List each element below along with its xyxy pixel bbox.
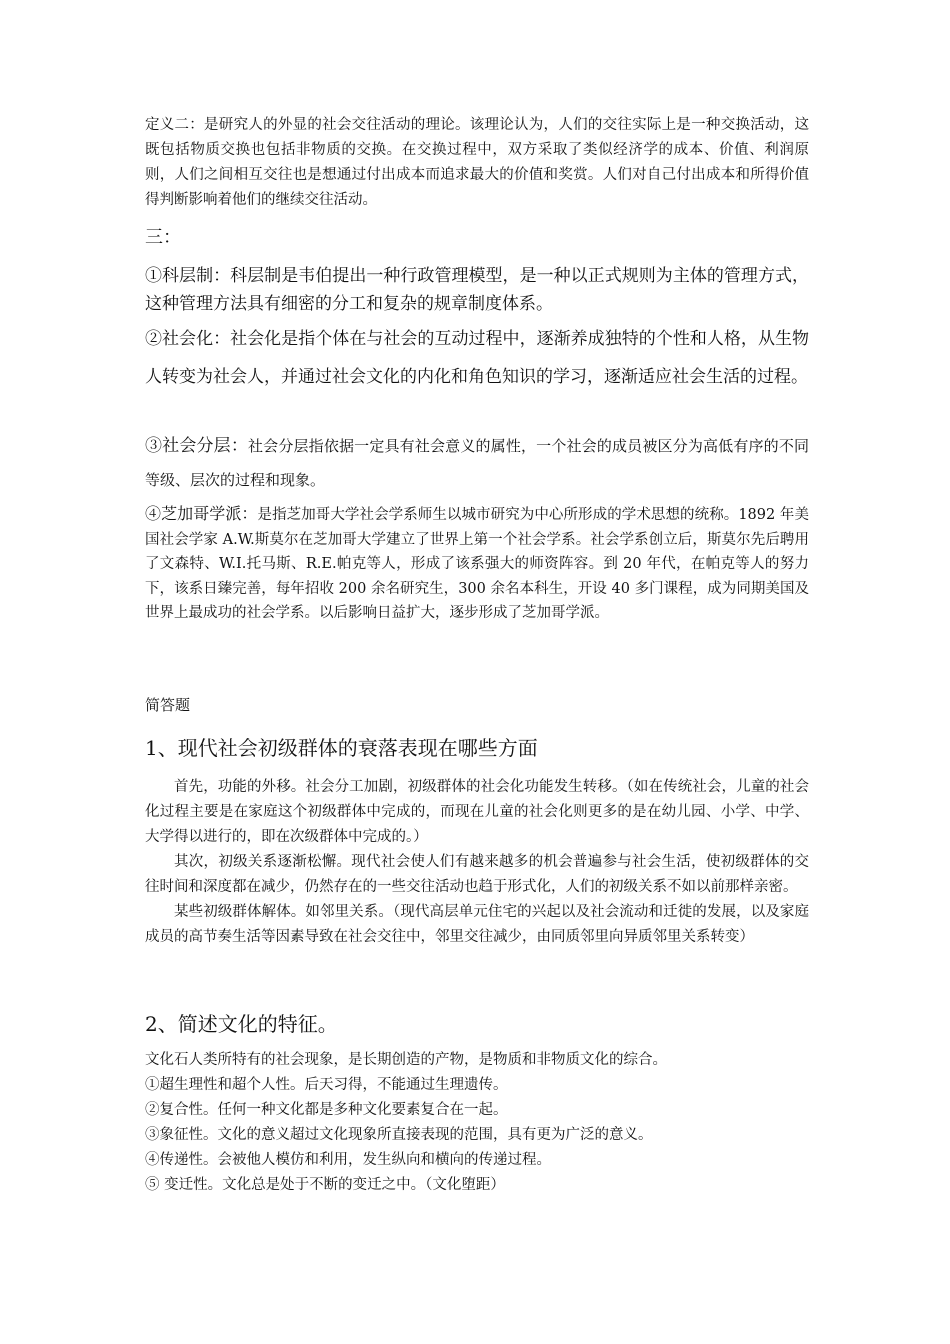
- term-chicago-school-body: 是指芝加哥大学社会学系师生以城市研究为中心所形成的学术思想的统称。1892 年美国社会学家 A.W.斯莫尔在芝加哥大学建立了世界上第一个社会学系。社会学系创立后，斯莫尔先后聘用了文森特、W.I.托马斯、R.E.帕克等人，形成了该系强大的师资阵容。到 20 年代，在帕克等人的努力下，该系日臻完善，每年招收 200 余名研究生，300 余名本科生，开设 40 多门课程，成为同期美国及世界上最成功的社会学系。以后影响日益扩大，逐步形成了芝加哥学派。: [145, 507, 809, 621]
- answer-line: ②复合性。任何一种文化都是多种文化要素复合在一起。: [145, 1102, 508, 1118]
- answer-line: ⑤ 变迁性。文化总是处于不断的变迁之中。（文化堕距）: [145, 1177, 505, 1193]
- short-answer-heading: 简答题: [145, 696, 191, 714]
- answer-paragraph: 首先，功能的外移。社会分工加剧，初级群体的社会化功能发生转移。（如在传统社会，儿童的社会化过程主要是在家庭这个初级群体中完成的，而现在儿童的社会化则更多的是在幼儿园、小学、中学、大学得以进行的，即在次级群体中完成的。）: [145, 779, 809, 845]
- term-social-stratification-head: ③社会分层：: [145, 436, 248, 456]
- question-one-title: 1、现代社会初级群体的衰落表现在哪些方面: [145, 736, 538, 760]
- answer-paragraph: 某些初级群体解体。如邻里关系。（现代高层单元住宅的兴起以及社会流动和迁徙的发展，以及家庭成员的高节奏生活等因素导致在社会交往中，邻里交往减少，由同质邻里向异质邻里关系转变）: [145, 904, 809, 945]
- question-two-answer: [145, 1048, 809, 1198]
- answer-line: 文化石人类所特有的社会现象，是长期创造的产物，是物质和非物质文化的综合。: [145, 1052, 667, 1068]
- answer-paragraph: 其次，初级关系逐渐松懈。现代社会使人们有越来越多的机会普遍参与社会生活，使初级群体的交往时间和深度都在减少，仍然存在的一些交往活动也趋于形式化，人们的初级关系不如以前那样亲密。: [145, 854, 809, 895]
- term-social-stratification-body: 社会分层指依据一定具有社会意义的属性，一个社会的成员被区分为高低有序的不同等级、层次的过程和现象。: [145, 437, 809, 489]
- term-social-stratification: [145, 429, 809, 497]
- term-socialization: ②社会化：社会化是指个体在与社会的互动过程中，逐渐养成独特的个性和人格，从生物人转变为社会人，并通过社会文化的内化和角色知识的学习，逐渐适应社会生活的过程。: [145, 329, 809, 387]
- section-three-heading: 三：: [145, 227, 181, 248]
- term-chicago-school-head: ④芝加哥学派：: [145, 504, 258, 523]
- definition-two-paragraph: 定义二：是研究人的外显的社会交往活动的理论。该理论认为，人们的交往实际上是一种交换活动，这既包括物质交换也包括非物质的交换。在交换过程中，双方采取了类似经济学的成本、价值、利润原则，人们之间相互交往也是想通过付出成本而追求最大的价值和奖赏。人们对自己付出成本和所得价值得判断影响着他们的继续交往活动。: [145, 117, 809, 208]
- answer-line: ③象征性。文化的意义超过文化现象所直接表现的范围，具有更为广泛的意义。: [145, 1127, 653, 1143]
- question-two-title: 2、简述文化的特征。: [145, 1012, 338, 1036]
- answer-line: ①超生理性和超个人性。后天习得，不能通过生理遗传。: [145, 1077, 508, 1093]
- question-one-answer: [145, 775, 809, 950]
- term-chicago-school: [145, 502, 809, 626]
- answer-line: ④传递性。会被他人模仿和利用，发生纵向和横向的传递过程。: [145, 1152, 551, 1168]
- term-bureaucracy: ①科层制：科层制是韦伯提出一种行政管理模型，是一种以正式规则为主体的管理方式，这种管理方法具有细密的分工和复杂的规章制度体系。: [145, 266, 809, 314]
